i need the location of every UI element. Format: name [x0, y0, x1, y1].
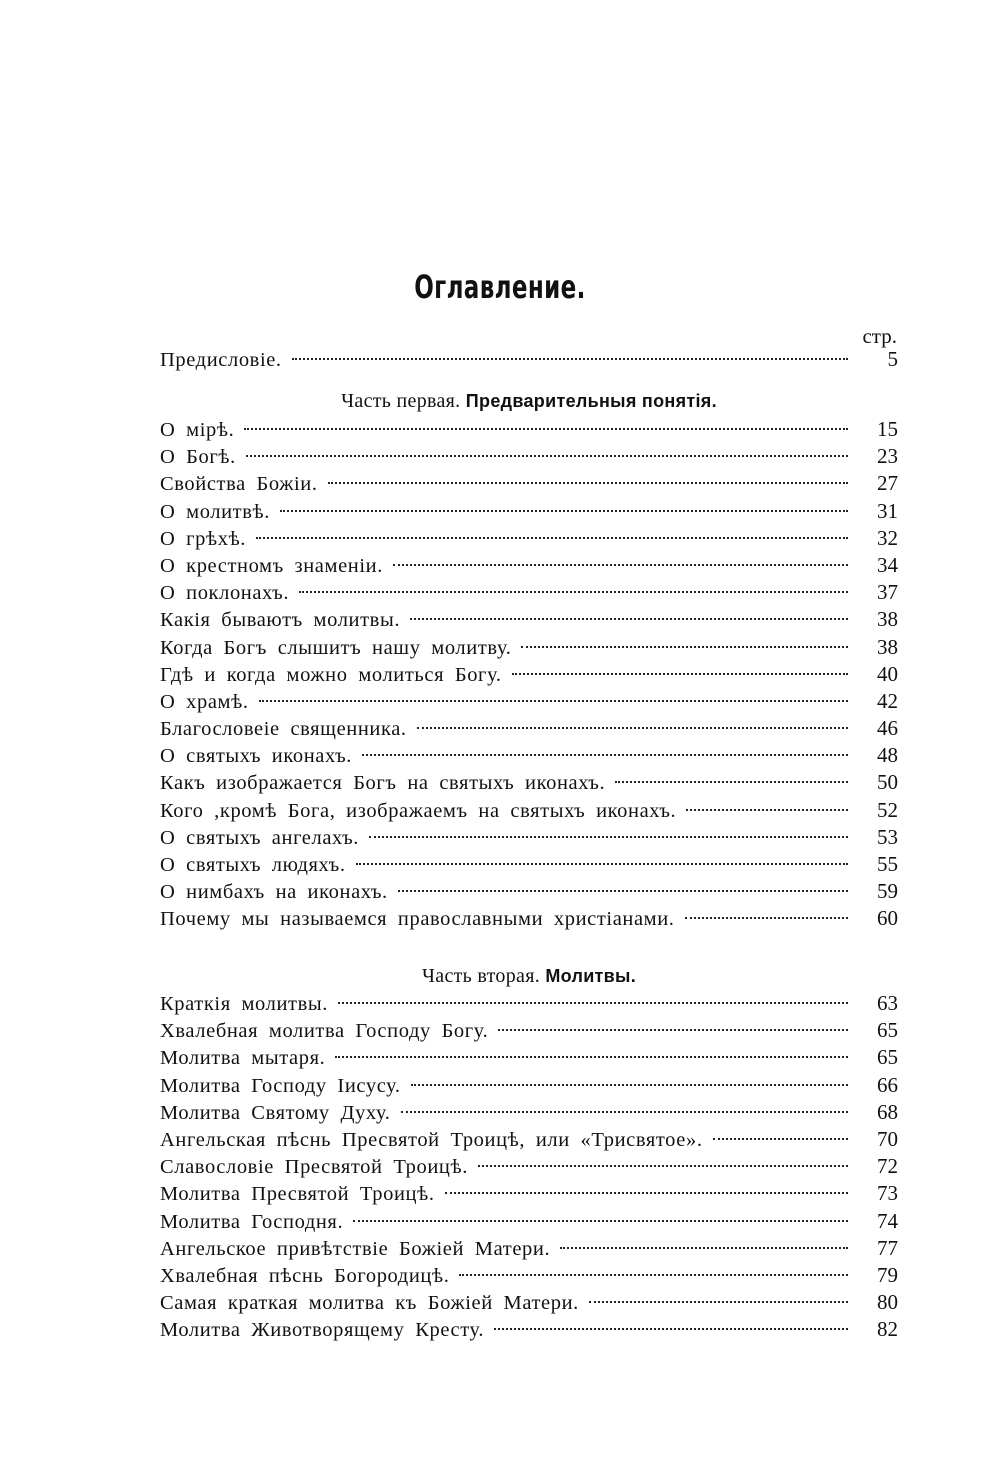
toc-entry-page: 53	[877, 824, 898, 849]
dot-leader	[393, 564, 848, 566]
toc-entry-page: 32	[877, 525, 898, 550]
toc-entry-page: 82	[877, 1317, 898, 1342]
toc-entry-page: 65	[877, 1045, 898, 1070]
dot-leader	[244, 428, 848, 430]
toc-entry[interactable]	[160, 824, 898, 851]
toc-entry[interactable]	[160, 905, 898, 932]
dot-leader	[686, 809, 848, 811]
toc-entry-label: Ангельская пѣснь Пресвятой Троицѣ, или «Трисвятое».	[160, 1128, 703, 1151]
dot-leader	[521, 646, 848, 648]
part1-prefix: Часть первая.	[341, 390, 461, 412]
toc-entry[interactable]	[160, 1153, 898, 1180]
toc-entry[interactable]	[160, 1289, 898, 1316]
dot-leader	[280, 510, 848, 512]
toc-entry-label: Краткія молитвы.	[160, 993, 328, 1015]
toc-entry-page: 52	[877, 797, 898, 822]
toc-entry[interactable]	[160, 851, 898, 878]
toc-entry-page: 73	[877, 1181, 898, 1206]
dot-leader	[398, 890, 848, 892]
toc-entry-label: Благословеіе священника.	[160, 718, 407, 741]
toc-entry-label: О храмѣ.	[160, 690, 249, 713]
toc-entry[interactable]	[160, 525, 898, 552]
toc-entry[interactable]	[160, 1099, 898, 1126]
toc-entry-page: 42	[877, 688, 898, 713]
toc-entry[interactable]	[160, 1208, 898, 1235]
toc-entry-page: 27	[877, 471, 898, 496]
toc-entry-page: 77	[877, 1235, 898, 1260]
toc-entry[interactable]	[160, 878, 898, 905]
dot-leader	[353, 1220, 848, 1222]
toc-entry-label: Молитва Пресвятой Троицѣ.	[160, 1183, 435, 1206]
toc-entry[interactable]	[160, 769, 898, 796]
part1-list	[160, 416, 898, 933]
toc-entry-page: 70	[877, 1126, 898, 1151]
toc-entry[interactable]	[160, 470, 898, 497]
toc-entry-label: О Богѣ.	[160, 446, 236, 469]
toc-entry-label: О нимбахъ на иконахъ.	[160, 881, 388, 904]
toc-entry-label: О крестномъ знаменіи.	[160, 554, 383, 577]
toc-entry-label: Молитва мытаря.	[160, 1047, 326, 1070]
toc-entry-label: Самая краткая молитва къ Божіей Матери.	[160, 1292, 579, 1315]
toc-entry[interactable]	[160, 606, 898, 633]
toc-entry-label: Кого ,кромѣ Бога, изображаемъ на святыхъ иконахъ.	[160, 799, 677, 822]
dot-leader	[459, 1274, 848, 1276]
toc-entry-label: Молитва Животворящему Кресту.	[160, 1319, 485, 1342]
part1-heading	[160, 385, 898, 417]
dot-leader	[685, 917, 848, 919]
dot-leader	[292, 358, 848, 360]
toc-entry-page: 66	[877, 1072, 898, 1097]
toc-entry-page: 38	[877, 634, 898, 659]
toc-entry-page: 80	[877, 1290, 898, 1315]
toc-entry-label: Хвалебная пѣснь Богородицѣ.	[160, 1264, 450, 1287]
toc-entry-page: 68	[877, 1099, 898, 1124]
toc-entry-page: 63	[877, 991, 898, 1015]
toc-entry[interactable]	[160, 1017, 898, 1044]
page-column-label: стр.	[862, 324, 897, 348]
toc-entry-label: Молитва Святому Духу.	[160, 1101, 391, 1124]
dot-leader	[494, 1328, 848, 1330]
dot-leader	[401, 1111, 848, 1113]
toc-entry[interactable]	[160, 688, 898, 715]
part2-prefix: Часть вторая.	[421, 965, 540, 987]
page-title: Оглавление.	[414, 268, 586, 306]
toc-entry-page: 38	[877, 607, 898, 632]
part2-heading	[160, 960, 898, 992]
toc-entry[interactable]	[160, 990, 898, 1017]
toc-entry-label: О поклонахъ.	[160, 582, 290, 605]
toc-entry-label: Какія бываютъ молитвы.	[160, 609, 401, 632]
toc-entry-label: О святыхъ иконахъ.	[160, 745, 352, 768]
part2-name: Молитвы.	[545, 966, 637, 986]
toc-entry-label: Хвалебная молитва Господу Богу.	[160, 1020, 489, 1043]
toc-entry[interactable]	[160, 1235, 898, 1262]
toc-entry[interactable]	[160, 416, 898, 443]
toc-entry-label: О грѣхѣ.	[160, 527, 247, 550]
toc-entry-label: Почему мы называемся православными христіанами.	[160, 908, 675, 931]
toc-entry[interactable]	[160, 1072, 898, 1099]
dot-leader	[512, 673, 848, 675]
toc-entry[interactable]	[160, 1044, 898, 1071]
toc-entry-label: О молитвѣ.	[160, 500, 270, 523]
dot-leader	[259, 700, 848, 702]
toc-entry-page: 59	[877, 879, 898, 904]
part2-list	[160, 990, 898, 1343]
toc-entry[interactable]	[160, 1316, 898, 1343]
dot-leader	[338, 1002, 848, 1004]
part1-name: Предварительныя понятія.	[465, 391, 717, 411]
toc-entry-label: Предисловіе.	[160, 349, 282, 371]
toc-entry[interactable]	[160, 742, 898, 769]
dot-leader	[356, 863, 848, 865]
toc-entry-label: О мірѣ.	[160, 419, 235, 441]
toc-entry-page: 79	[877, 1262, 898, 1287]
toc-entry-page: 50	[877, 770, 898, 795]
toc-entry-page: 48	[877, 743, 898, 768]
toc-entry-label: Когда Богъ слышитъ нашу молитву.	[160, 636, 512, 659]
toc-entry[interactable]	[160, 1126, 898, 1153]
dot-leader	[498, 1029, 848, 1031]
toc-entry-page: 37	[877, 580, 898, 605]
dot-leader	[246, 455, 848, 457]
dot-leader	[417, 727, 848, 729]
toc-entry-label: Славословіе Пресвятой Троицѣ.	[160, 1156, 468, 1179]
dot-leader	[478, 1165, 848, 1167]
dot-leader	[328, 482, 848, 484]
dot-leader	[256, 537, 848, 539]
toc-entry-label: Молитва Господу Іисусу.	[160, 1074, 401, 1097]
toc-entry[interactable]	[160, 715, 898, 742]
dot-leader	[410, 618, 848, 620]
toc-entry-page: 23	[877, 444, 898, 469]
toc-entry-label: О святыхъ ангелахъ.	[160, 826, 360, 849]
toc-entry-label: Какъ изображается Богъ на святыхъ иконахъ.	[160, 772, 606, 795]
toc-entry-page: 55	[877, 852, 898, 876]
toc-entry[interactable]	[160, 661, 898, 688]
toc-entry-label: Гдѣ и когда можно молиться Богу.	[160, 663, 502, 686]
toc-entry[interactable]	[160, 634, 898, 661]
toc-entry[interactable]	[160, 1180, 898, 1207]
toc-entry-page: 31	[877, 498, 898, 523]
dot-leader	[411, 1084, 848, 1086]
toc-entry-page: 5	[887, 347, 898, 371]
toc-entry[interactable]	[160, 579, 898, 606]
toc-entry[interactable]	[160, 498, 898, 525]
toc-entry-label: Свойства Божіи.	[160, 473, 318, 496]
dot-leader	[335, 1056, 848, 1058]
toc-entry-page: 40	[877, 661, 898, 686]
toc-entry-label: О святыхъ людяхъ.	[160, 854, 346, 876]
toc-entry-page: 65	[877, 1018, 898, 1043]
toc-entry-page: 46	[877, 716, 898, 741]
dot-leader	[362, 754, 848, 756]
dot-leader	[369, 836, 848, 838]
toc-entry-preface[interactable]	[160, 346, 898, 373]
toc-entry[interactable]	[160, 552, 898, 579]
toc-entry-label: Ангельское привѣтствіе Божіей Матери.	[160, 1237, 551, 1260]
toc-entry-page: 15	[877, 417, 898, 441]
dot-leader	[445, 1192, 848, 1194]
toc-entry[interactable]	[160, 797, 898, 824]
toc-entry[interactable]	[160, 1262, 898, 1289]
dot-leader	[299, 591, 848, 593]
toc-entry-page: 34	[877, 552, 898, 577]
toc-entry[interactable]	[160, 443, 898, 470]
toc-entry-page: 74	[877, 1208, 898, 1233]
dot-leader	[560, 1247, 848, 1249]
dot-leader	[713, 1138, 848, 1140]
preface-block	[160, 346, 898, 373]
dot-leader	[615, 781, 848, 783]
toc-entry-page: 60	[877, 906, 898, 931]
toc-entry-label: Молитва Господня.	[160, 1210, 344, 1233]
dot-leader	[589, 1301, 848, 1303]
toc-entry-page: 72	[877, 1154, 898, 1179]
